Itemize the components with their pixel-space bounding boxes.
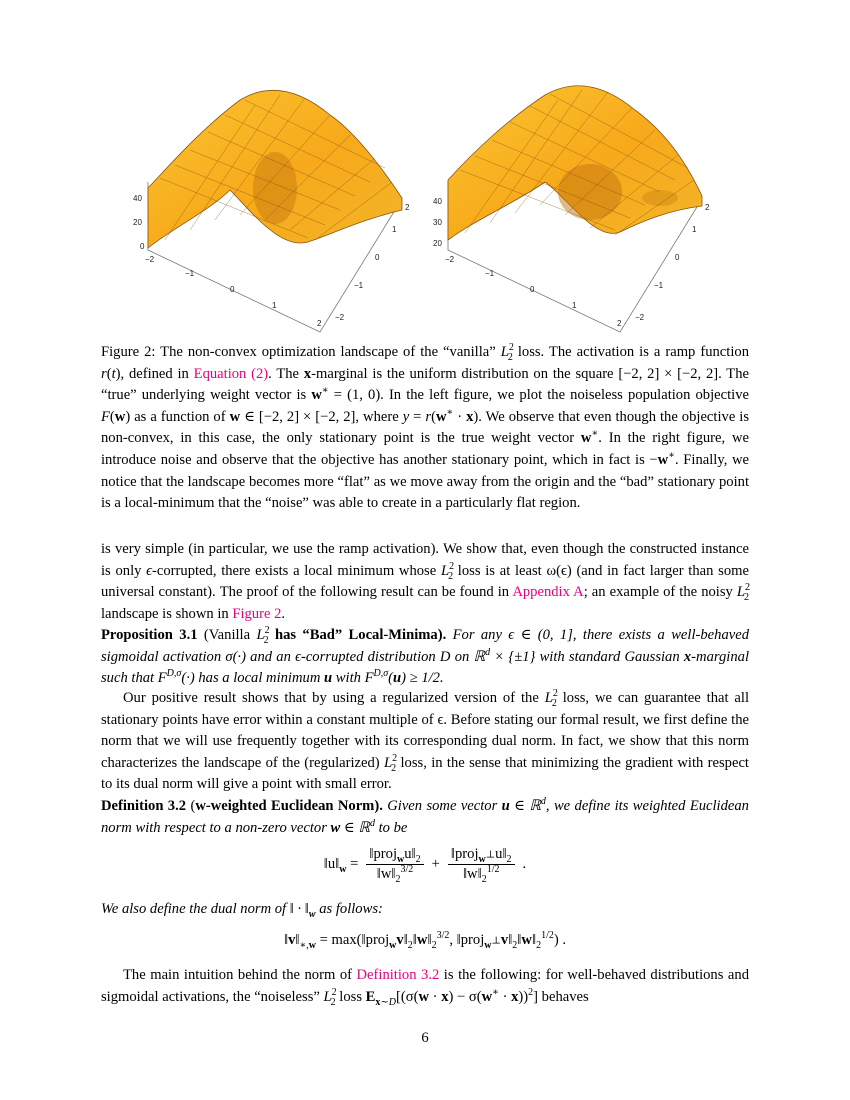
eq-exp: 1/2 [486, 864, 500, 876]
y-tick: 0 [375, 253, 380, 262]
paragraph-2: Our positive result shows that by using a regularized version of the $L^2_2$ loss, we can guarantee that all stationary points have error within a constant multiple of ϵ. Before stating our formal result, we first define the norm that we will use frequently together with its corresponding dual norm. In fact, we show that this norm characterizes the landscape of the (regularized) $L^2_2$ loss, in the sense that minimizing the gradient with respect to its dual norm will give a point with small error. [101, 688, 749, 793]
caption-text: . The [268, 365, 304, 382]
x-tick: 2 [617, 319, 622, 328]
x-tick: −2 [145, 255, 155, 264]
paragraph-1: is very simple (in particular, we use the ramp activation). We show that, even though the constructed instance is only ϵ-corrupted, there exists a local minimum whose $L^2_2$ loss is at least ω(ϵ) (and in fact larger than some universal constant). The proof of the following result can be found in Appendix A; an example of the noisy $L^2_2$ landscape is shown in Figure 2. [101, 541, 750, 622]
z-tick: 30 [433, 218, 442, 227]
y-tick: −1 [654, 281, 664, 290]
page-number: 6 [421, 1030, 429, 1046]
definition-3-2: Definition 3.2 (w-weighted Euclidean Norm). Given some vector u ∈ ℝ$^d$, we define its weighted Euclidean norm with respect to a non-zero vector w ∈ ℝ$^d$ to be [101, 796, 749, 836]
def-title: -weighted Euclidean Norm). [205, 798, 383, 814]
prop-text: ) ≥ 1/2. [401, 670, 444, 687]
z-tick: 0 [140, 242, 145, 251]
para-text: is the following: for well-behaved distributions and sigmoidal activations, the “noiseless” [101, 967, 749, 1005]
caption-text: The non-convex optimization landscape of the “vanilla” [155, 344, 501, 360]
para-text: is very simple (in particular, we use the ramp activation). We show that, even though the constructed instance is only [101, 541, 749, 579]
para-text: landscape is shown in [101, 605, 233, 622]
prop-title: has “Bad” Local-Minima). [268, 627, 447, 643]
proposition-label: Proposition 3.1 [101, 627, 198, 643]
prop-text: (·) has a local minimum [181, 670, 325, 687]
y-tick: 1 [692, 225, 697, 234]
proposition-3-1: Proposition 3.1 (Vanilla $L^2_2$ has “Bad” Local-Minima). For any ϵ ∈ (0, 1], there exists a well-behaved sigmoidal activation σ(·) and an ϵ-corrupted distribution D on ℝ$^d$ × {±1} with standard Gaussian x-marginal such that $F^{D,\sigma}(\cdot)$ has a local minimum u with $F^{D,\sigma}(u) \ge 1/2$. [101, 625, 750, 687]
caption-text: as a function of [130, 408, 230, 425]
eq-num: ‖proj [450, 846, 479, 862]
caption-text: . Finally, we notice that the landscape becomes more “flat” as we move away from the origin and the “bad” stationary point is a local-minimum that the “noise” was able to create in a particularly flat region. [101, 451, 750, 512]
def-text: ∈ ℝ [340, 819, 370, 836]
para-text: ; an example of the noisy [583, 584, 737, 601]
para-text: loss is at least ω(ϵ) (and in fact larger than some universal constant). The proof of the following result can be found in [101, 562, 749, 601]
caption-label: Figure 2: [101, 344, 156, 360]
para-text: loss, we can guarantee that all stationary points have error within a constant multiple of ϵ. Before stating our formal result, we first define the norm that we will use frequently together with its corresponding dual norm. In fact, we show that this norm characterizes the landscape of the (regularized) [101, 690, 749, 771]
y-tick: 1 [392, 225, 397, 234]
x-tick: 1 [572, 301, 577, 310]
para-text: )) [518, 988, 529, 1005]
x-tick: 0 [530, 285, 535, 294]
link-equation-2[interactable]: Equation (2) [193, 365, 269, 382]
x-tick: −1 [485, 269, 495, 278]
def-text: Given some vector [382, 798, 502, 814]
eq-den: ‖w‖ [376, 866, 396, 882]
x-tick: −1 [185, 269, 195, 278]
definition-label: Definition 3.2 [101, 798, 187, 814]
prop-title: (Vanilla [197, 627, 257, 643]
caption-text: = (1, 0). In the left figure, we plot the noiseless population objective [328, 387, 749, 404]
x-tick: 0 [230, 285, 235, 294]
caption-text: , defined in [120, 365, 194, 382]
caption-text: -marginal is the uniform distribution on the square [−2, 2] × [−2, 2]. The “true” underlying weight vector is [101, 365, 749, 404]
x-tick: 2 [317, 319, 322, 328]
para-text: loss [335, 988, 366, 1005]
y-tick: 2 [405, 203, 410, 212]
link-appendix-a[interactable]: Appendix A [512, 584, 584, 601]
link-definition-3-2[interactable]: Definition 3.2 [356, 967, 440, 983]
para-text: as follows: [315, 901, 383, 917]
eq-exp: 3/2 [400, 864, 414, 876]
para-text: [(σ( [396, 988, 419, 1005]
caption-text: loss. The activation is a ramp function [512, 344, 749, 360]
caption-text: . We observe that even though the objective is non-convex, in this case, the only stationary point is the true weight vector [101, 408, 750, 447]
def-text: ∈ ℝ [509, 798, 541, 814]
paragraph-dual-norm: We also define the dual norm of ‖ · $‖_w$ as follows: [101, 901, 383, 920]
para-text: ) − σ( [448, 988, 482, 1005]
prop-text: -marginal such that F [101, 648, 750, 687]
y-tick: 0 [675, 253, 680, 262]
eq-num: ‖proj [369, 846, 398, 862]
eq-num: u‖ [404, 846, 416, 862]
z-tick: 40 [433, 197, 442, 206]
eq2-text: $‖v‖_{∗,w}$ = $\max(‖proj_wv‖_2‖w‖_2^{3/2}$, $‖proj_{w^\perp}v‖_2‖w‖_2^{1/2}$) . [283, 930, 567, 951]
prop-text: × {±1} with standard Gaussian [490, 648, 684, 665]
caption-text: ∈ [−2, 2] × [−2, 2], where [240, 408, 403, 425]
surface-right [448, 86, 702, 240]
prop-text: with F [332, 670, 374, 687]
y-tick: −2 [635, 313, 645, 322]
eq-num: u‖ [495, 846, 507, 862]
equation-weighted-norm: $‖u‖_w$ = $\frac{‖proj_wu‖_2}{‖w‖_2^{3/2}}$ + $\frac{‖proj_{w^\perp}u‖_2}{‖w‖_2^{1/2}}$ . [323, 846, 527, 885]
para-text: ] behaves [533, 988, 589, 1005]
x-tick: −2 [445, 255, 455, 264]
caption-text: . In the right figure, we introduce noise and observe that the objective has another stationary point, which in fact is − [101, 430, 749, 468]
z-tick: 20 [433, 239, 442, 248]
equation-dual-norm [101, 932, 749, 949]
y-tick: −1 [354, 281, 364, 290]
y-tick: 2 [705, 203, 710, 212]
figure-caption: Figure 2: The non-convex optimization landscape of the “vanilla” $L^2_2$ loss. The activation is a ramp function r(t), defined in Equation (2). The x-marginal is the uniform distribution on the square [−2, 2] × [−2, 2]. The “true” underlying weight vector is w∗ = (1, 0). In the left figure, we plot the noiseless population objective F(w) as a function of w ∈ [−2, 2] × [−2, 2], where y = r(w∗ · x). We observe that even though the objective is non-convex, in this case, the only stationary point is the true weight vector w∗. In the right figure, we introduce noise and observe that the objective has another stationary point, which in fact is −w∗. Finally, we notice that the landscape becomes more “flat” as we move away from the origin and the “bad” stationary point is a local-minimum that the “noise” was able to create in a particularly flat region. [101, 342, 750, 512]
para-text: -corrupted, there exists a local minimum whose [152, 562, 441, 579]
figure-2 [130, 70, 720, 340]
def-text: to be [374, 819, 408, 836]
eq-lhs: ‖u‖ [323, 856, 340, 872]
para-text: loss, in the sense that minimizing the gradient with respect to its dual norm will give a point with small error. [101, 754, 749, 793]
plot-left-surface [130, 70, 420, 340]
z-tick: 40 [133, 194, 142, 203]
x-tick: 1 [272, 301, 277, 310]
z-tick: 20 [133, 218, 142, 227]
prop-text: For any ϵ ∈ (0, 1], there exists a well-behaved sigmoidal activation σ(·) and an ϵ-corrupted distribution D on ℝ [101, 627, 749, 665]
para-text: Our positive result shows that by using a regularized version of the [123, 690, 545, 706]
def-text: , we define its weighted Euclidean norm with respect to a non-zero vector [101, 798, 749, 836]
para-text: . [281, 605, 286, 622]
y-tick: −2 [335, 313, 345, 322]
para-text: We also define the dual norm of ‖ · ‖ [101, 901, 309, 917]
para-text: The main intuition behind the norm of [123, 967, 357, 983]
paragraph-4: The main intuition behind the norm of Definition 3.2 is the following: for well-behaved distributions and sigmoidal activations, the “noiseless” $L^2_2$ loss $E_{x\sim D}[(\sigma(w \cdot x) - \sigma(w^∗ \cdot x))^2]$ behaves [101, 967, 749, 1008]
link-figure-2[interactable]: Figure 2 [232, 605, 282, 622]
plot-right-surface [430, 70, 720, 340]
prop-text: ( [388, 670, 394, 687]
eq-den: ‖w‖ [462, 866, 482, 882]
